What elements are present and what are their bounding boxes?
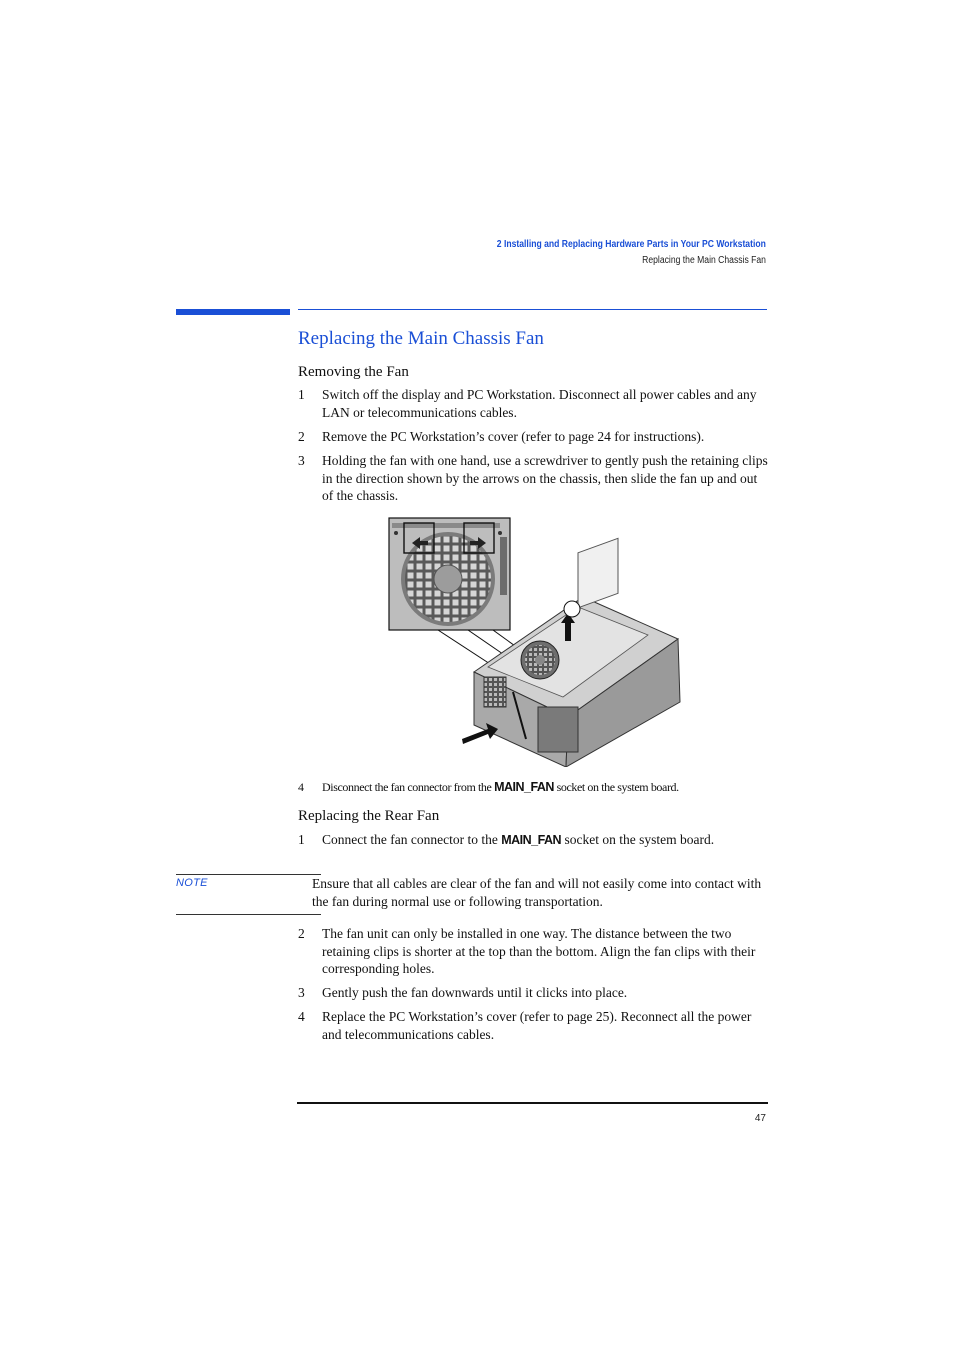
removing-step-4 <box>298 779 768 797</box>
step-text: socket on the system board. <box>553 780 679 794</box>
socket-name: MAIN_FAN <box>494 780 554 794</box>
replacing-step-3 <box>298 984 768 1002</box>
step-text: The fan unit can only be installed in one way. The distance between the two retaining clips is shorter at the top than the bottom. Align the fan clips with their corresponding holes. <box>322 926 756 977</box>
section-rule-line <box>298 309 767 310</box>
callout-marker-icon <box>564 601 580 617</box>
step-text: Gently push the fan downwards until it clicks into place. <box>322 985 628 1000</box>
step-number: 2 <box>298 926 305 941</box>
running-header-chapter: 2 Installing and Replacing Hardware Parts in Your PC Workstation <box>496 239 766 250</box>
replacing-step-4 <box>298 1008 768 1043</box>
step-number: 2 <box>298 429 305 444</box>
replacing-step-1 <box>298 831 768 850</box>
removing-step-2 <box>298 428 768 446</box>
replacing-step-2 <box>298 925 768 978</box>
note-text: Ensure that all cables are clear of the fan and will not easily come into contact with the fan during normal use or following transportation. <box>312 876 762 909</box>
socket-name: MAIN_FAN <box>501 833 562 847</box>
note-rule-top <box>176 874 321 875</box>
step-text: Holding the fan with one hand, use a screwdriver to gently push the retaining clips in the direction shown by the arrows on the chassis, then slide the fan up and out of the chassis. <box>322 453 768 504</box>
step-number: 3 <box>298 985 305 1000</box>
note-label: NOTE <box>176 877 208 889</box>
note-rule-bottom <box>176 914 321 915</box>
step-text: Replace the PC Workstation’s cover (refer to page 25). Reconnect all the power and telecommunications cables. <box>322 1009 752 1042</box>
step-number: 1 <box>298 832 305 847</box>
step-number: 4 <box>298 780 304 794</box>
removing-step-3 <box>298 452 768 505</box>
step-text: socket on the system board. <box>561 832 715 847</box>
page-number: 47 <box>754 1113 766 1124</box>
replacing-heading: Replacing the Rear Fan <box>298 808 440 824</box>
removing-heading: Removing the Fan <box>298 364 409 380</box>
step-text: Remove the PC Workstation’s cover (refer to page 24 for instructions). <box>322 429 705 444</box>
fan-removal-illustration <box>388 517 682 767</box>
step-number: 1 <box>298 387 305 402</box>
footer-rule <box>297 1102 768 1104</box>
step-text: Disconnect the fan connector from the <box>322 780 495 794</box>
step-number: 4 <box>298 1009 305 1024</box>
step-text: Connect the fan connector to the <box>322 832 502 847</box>
step-number: 3 <box>298 453 305 468</box>
page-title: Replacing the Main Chassis Fan <box>298 328 544 349</box>
inset-closeup <box>389 518 510 630</box>
step-text: Switch off the display and PC Workstation. Disconnect all power cables and any LAN or telecommunications cables. <box>322 387 757 420</box>
section-rule-accent <box>176 309 290 315</box>
removing-step-1 <box>298 386 768 421</box>
running-header-section: Replacing the Main Chassis Fan <box>642 255 766 266</box>
